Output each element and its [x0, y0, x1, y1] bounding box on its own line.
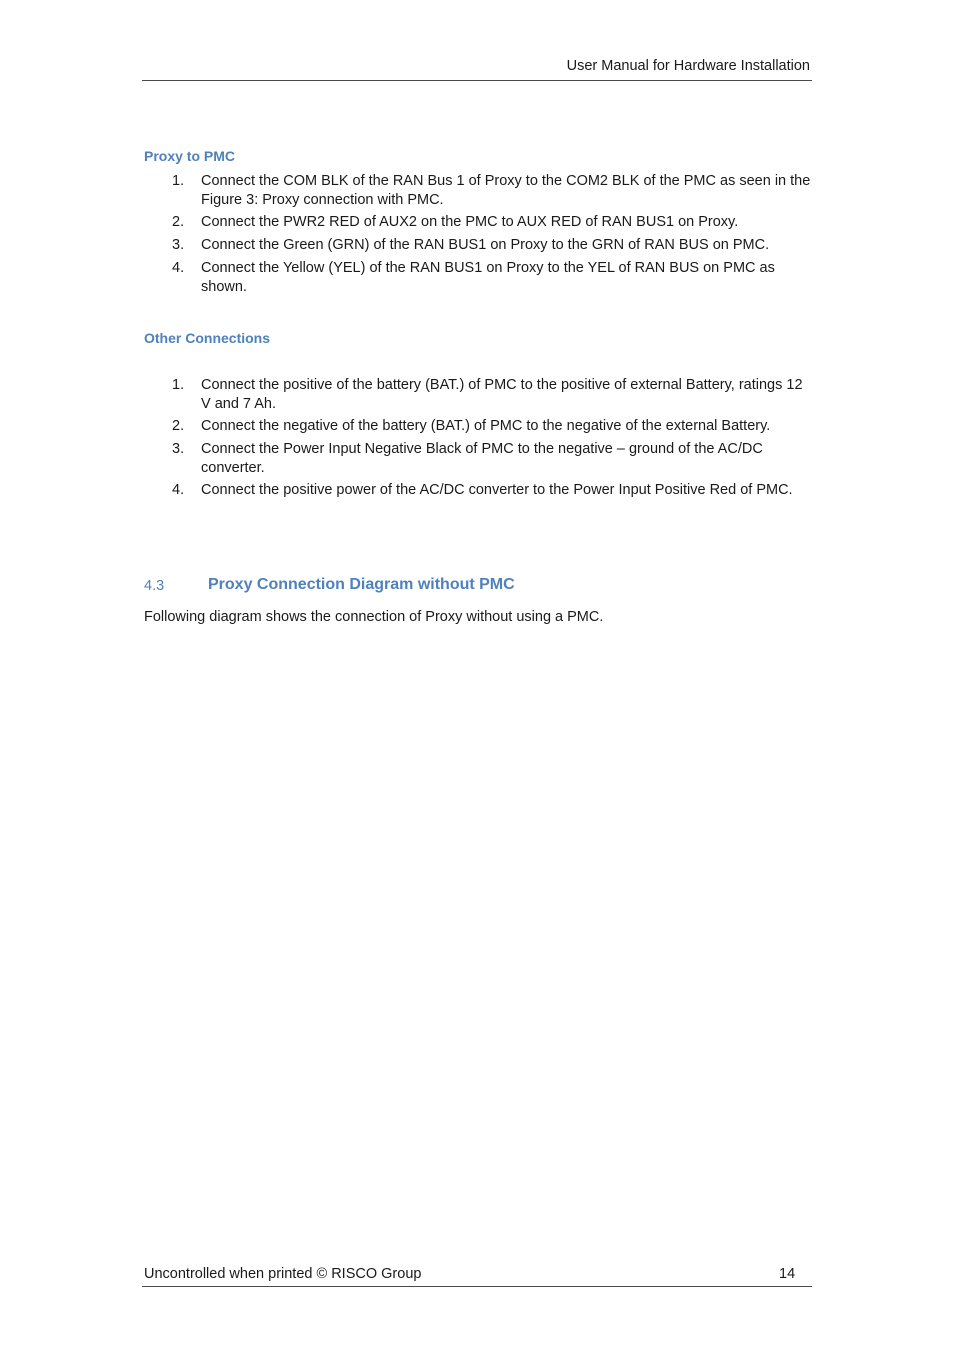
list-item [0, 481, 954, 500]
step-text: Connect the Green (GRN) of the RAN BUS1 on Proxy to the GRN of RAN BUS on PMC. [201, 237, 770, 253]
list-item [0, 440, 954, 478]
section-number: 4.3 [144, 578, 165, 594]
list-item [0, 259, 954, 297]
list-item [0, 236, 954, 255]
section-heading-other-connections: Other Connections [144, 330, 271, 346]
step-text: Connect the Yellow (YEL) of the RAN BUS1 on Proxy to the YEL of RAN BUS on PMC as shown. [201, 260, 775, 295]
page-header [142, 57, 812, 81]
step-number: 2. [172, 418, 185, 434]
page-footer [142, 1265, 812, 1287]
step-text: Connect the positive power of the AC/DC converter to the Power Input Positive Red of PMC. [201, 482, 793, 498]
list-item [0, 172, 954, 210]
step-number: 2. [172, 214, 185, 230]
section-intro-paragraph: Following diagram shows the connection of Proxy without using a PMC. [144, 609, 604, 625]
step-number: 3. [172, 237, 185, 253]
proxy-to-pmc-steps [0, 172, 954, 297]
section-title: Proxy Connection Diagram without PMC [208, 576, 515, 593]
step-text: Connect the negative of the battery (BAT.) of PMC to the negative of the external Battery. [201, 418, 771, 434]
list-item [0, 417, 954, 436]
other-connections-steps [0, 376, 954, 500]
list-item [0, 213, 954, 232]
step-text: Connect the COM BLK of the RAN Bus 1 of Proxy to the COM2 BLK of the PMC as seen in the Figure 3: Proxy connection with PMC. [201, 173, 811, 208]
step-number: 3. [172, 441, 185, 457]
header-title: User Manual for Hardware Installation [566, 58, 810, 74]
section-heading-proxy-to-pmc: Proxy to PMC [144, 148, 236, 164]
list-item [0, 376, 954, 414]
step-text: Connect the positive of the battery (BAT.) of PMC to the positive of external Battery, ratings 12 V and 7 Ah. [201, 377, 803, 412]
step-number: 1. [172, 377, 185, 393]
step-number: 4. [172, 482, 185, 498]
step-text: Connect the PWR2 RED of AUX2 on the PMC to AUX RED of RAN BUS1 on Proxy. [201, 214, 739, 230]
step-number: 4. [172, 260, 185, 276]
footer-text: Uncontrolled when printed © RISCO Group [144, 1266, 422, 1282]
step-text: Connect the Power Input Negative Black of PMC to the negative – ground of the AC/DC converter. [201, 441, 763, 476]
step-number: 1. [172, 173, 185, 189]
page-number: 14 [779, 1266, 796, 1282]
